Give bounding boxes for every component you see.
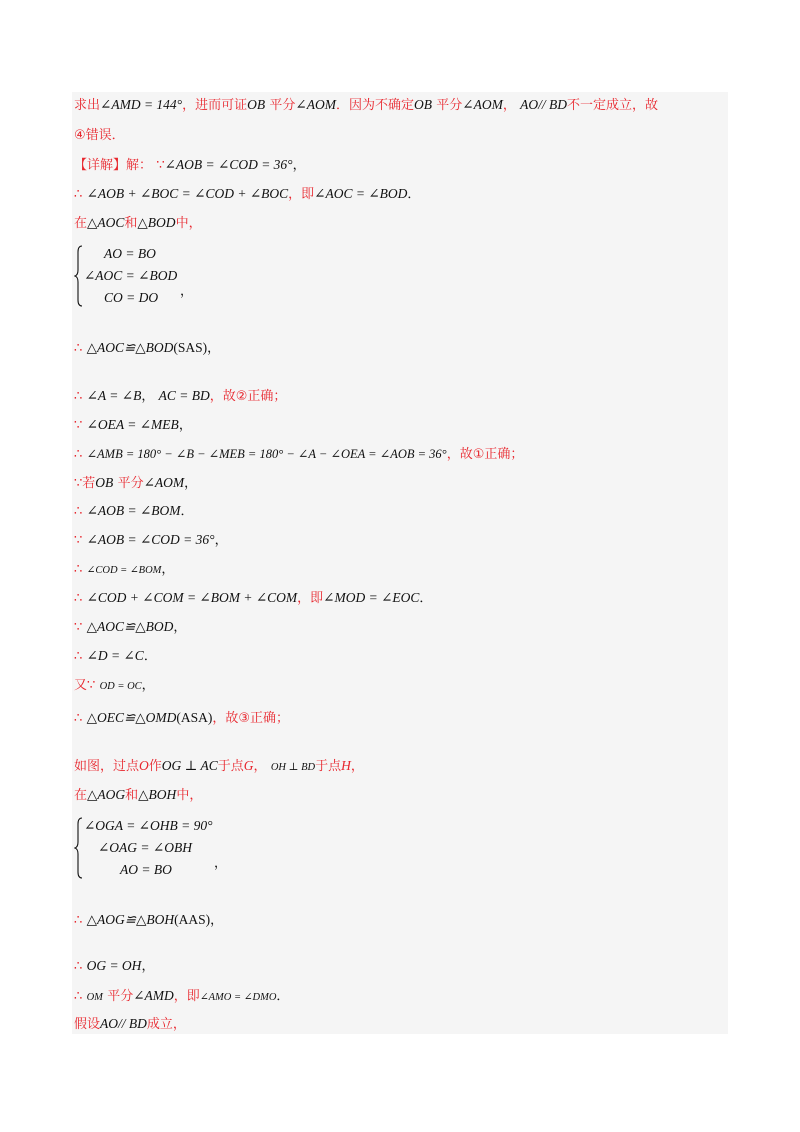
- text-line: [74, 448, 523, 462]
- math-expression: △AOG≌△BOH: [86, 912, 175, 927]
- math-expression: ∠AOM: [462, 97, 503, 112]
- because-symbol: ∵: [74, 620, 83, 635]
- text-line: [74, 187, 420, 202]
- math-expression: OG ⊥ AC: [161, 758, 218, 773]
- text: ，即: [288, 187, 315, 202]
- text-line: [74, 591, 432, 606]
- text: 平分: [117, 476, 144, 491]
- text: ．因为不确定: [335, 98, 414, 113]
- because-symbol: ∵: [74, 533, 83, 548]
- math-expression: OB: [95, 475, 114, 490]
- math-expression: ∠AOB = ∠BOM: [86, 503, 181, 518]
- therefore-symbol: ∴: [74, 989, 83, 1004]
- text: 不一定成立，故: [567, 98, 659, 113]
- math-expression: OM: [86, 992, 103, 1003]
- text: ，: [161, 562, 175, 577]
- text: 于点: [315, 759, 342, 774]
- text: 在: [74, 788, 88, 803]
- text-line: [74, 959, 154, 974]
- text-line: [74, 341, 220, 356]
- left-brace-icon: [74, 816, 84, 880]
- text: 和: [124, 216, 138, 231]
- text: ，: [210, 913, 224, 928]
- math-expression: OH ⊥ BD: [270, 762, 316, 773]
- text: ．: [419, 591, 433, 606]
- text-line: [74, 788, 202, 803]
- therefore-symbol: ∴: [74, 913, 83, 928]
- math-expression: AC = BD: [158, 388, 210, 403]
- equation-row: ∠AOC = ∠BOD: [84, 268, 178, 283]
- therefore-symbol: ∴: [74, 187, 83, 202]
- text: ，: [214, 533, 228, 548]
- text-line: [74, 620, 186, 635]
- math-expression: △AOC: [87, 215, 125, 230]
- math-expression: (AAS): [174, 912, 211, 927]
- text-line: [74, 418, 192, 433]
- math-expression: △AOG: [87, 787, 126, 802]
- math-expression: G: [243, 758, 254, 773]
- text: ，: [141, 959, 155, 974]
- math-expression: AO// BD: [520, 97, 568, 112]
- text-line: [74, 216, 202, 231]
- text-line: [74, 389, 286, 404]
- text: 求出: [74, 98, 101, 113]
- math-expression: OG = OH: [86, 958, 142, 973]
- therefore-symbol: ∴: [74, 649, 83, 664]
- text: ，: [184, 476, 198, 491]
- text: 假设: [74, 1017, 101, 1032]
- math-expression: △AOC≌△BOD: [86, 340, 174, 355]
- text: 平分: [107, 989, 134, 1004]
- text-line: [74, 504, 194, 519]
- text-line: [74, 649, 157, 664]
- left-brace-icon: [74, 244, 84, 308]
- therefore-symbol: ∴: [74, 504, 83, 519]
- math-expression: ∠AOM: [143, 475, 185, 490]
- therefore-symbol: ∴: [74, 389, 83, 404]
- math-expression: ∠AMD = 144°: [100, 97, 183, 112]
- therefore-symbol: ∴: [74, 959, 83, 974]
- text: 作: [148, 759, 162, 774]
- text: ．: [143, 649, 157, 664]
- math-expression: △AOC≌△BOD: [86, 619, 174, 634]
- equation-row: AO = BO: [104, 246, 156, 261]
- text: 平分: [436, 98, 463, 113]
- because-symbol: ∵: [156, 158, 165, 173]
- math-expression: OB: [413, 97, 432, 112]
- math-expression: △BOD: [137, 215, 176, 230]
- math-expression: △BOH: [138, 787, 177, 802]
- text: 平分: [269, 98, 296, 113]
- math-expression: ∠AMO = ∠DMO: [199, 992, 277, 1003]
- math-expression: ∠AOM: [295, 97, 336, 112]
- math-expression: ∠AOB = ∠COD = 36°: [164, 157, 293, 172]
- text: ，: [178, 418, 192, 433]
- math-expression: (ASA): [176, 710, 213, 725]
- text: ，: [207, 341, 221, 356]
- text: ，即: [173, 989, 200, 1004]
- text: ，: [141, 678, 155, 693]
- math-expression: ∠AMB = 180° − ∠B − ∠MEB = 180° − ∠A − ∠OEA = ∠AOB = 36°: [86, 447, 447, 461]
- therefore-symbol: ∴: [74, 711, 83, 726]
- text-line: [74, 989, 289, 1004]
- math-expression: △OEC≌△OMD: [86, 710, 177, 725]
- text-line: [74, 533, 228, 548]
- math-expression: ∠AMD: [133, 988, 174, 1003]
- math-expression: ∠COD = ∠BOM: [86, 565, 162, 576]
- text: ，故①正确；: [446, 447, 524, 462]
- math-expression: ∠D = ∠C: [86, 648, 144, 663]
- text: ，: [141, 389, 155, 404]
- text: 中，: [175, 216, 202, 231]
- text-line: [74, 158, 306, 173]
- math-expression: OD = OC: [99, 681, 142, 692]
- text: ，故③正确；: [212, 711, 290, 726]
- math-expression: ∠A = ∠B: [86, 388, 142, 403]
- text: ．: [180, 504, 194, 519]
- text: ．: [276, 989, 290, 1004]
- text: ，: [214, 856, 228, 871]
- therefore-symbol: ∴: [74, 562, 83, 577]
- text: ，: [502, 98, 516, 113]
- equation-row: ∠OGA = ∠OHB = 90°: [84, 818, 213, 833]
- text-line: [74, 98, 658, 113]
- math-expression: ∠AOB = ∠COD = 36°: [86, 532, 215, 547]
- text: ④错误．: [74, 128, 125, 143]
- text: ，进而可证: [182, 98, 248, 113]
- therefore-symbol: ∴: [74, 447, 83, 462]
- equation-row: AO = BO: [120, 862, 172, 877]
- math-expression: OB: [247, 97, 266, 112]
- text: 和: [125, 788, 139, 803]
- therefore-symbol: ∴: [74, 341, 83, 356]
- text: ，: [180, 284, 194, 299]
- text: ，: [253, 759, 267, 774]
- text: ，: [292, 158, 306, 173]
- text: 于点: [217, 759, 244, 774]
- text-line: [74, 759, 364, 774]
- equation-system: [74, 816, 254, 880]
- math-expression: AO// BD: [100, 1016, 147, 1031]
- equation-row: ∠OAG = ∠OBH: [98, 840, 192, 855]
- text: ，故②正确；: [209, 389, 287, 404]
- text-line: [74, 563, 174, 577]
- text: 成立，: [146, 1017, 186, 1032]
- text: 在: [74, 216, 88, 231]
- text: ，: [350, 759, 364, 774]
- math-expression: ∠AOC = ∠BOD: [314, 186, 408, 201]
- math-expression: ∠MOD = ∠EOC: [323, 590, 420, 605]
- because-symbol: ∵: [74, 418, 83, 433]
- math-expression: O: [139, 758, 149, 773]
- text: ∵若: [74, 476, 96, 491]
- text: ．: [407, 187, 421, 202]
- math-expression: ∠AOB + ∠BOC = ∠COD + ∠BOC: [86, 186, 289, 201]
- equation-row: CO = DO: [104, 290, 159, 305]
- math-expression: ∠OEA = ∠MEB: [86, 417, 179, 432]
- text: 中，: [176, 788, 203, 803]
- math-expression: ∠COD + ∠COM = ∠BOM + ∠COM: [86, 590, 298, 605]
- math-expression: (SAS): [173, 340, 208, 355]
- text-line: [74, 1017, 186, 1032]
- text-line: [74, 476, 197, 491]
- therefore-symbol: ∴: [74, 591, 83, 606]
- text: 又∵: [74, 678, 96, 693]
- text-line: [74, 913, 223, 928]
- math-expression: H: [341, 758, 351, 773]
- text-line: [74, 129, 125, 143]
- text-line: [74, 679, 155, 693]
- text: 如图，过点: [74, 759, 140, 774]
- text: ，即: [297, 591, 324, 606]
- equation-system: [74, 244, 214, 308]
- section-heading: 【详解】解：: [74, 158, 153, 173]
- text: ，: [173, 620, 187, 635]
- text-line: [74, 711, 289, 726]
